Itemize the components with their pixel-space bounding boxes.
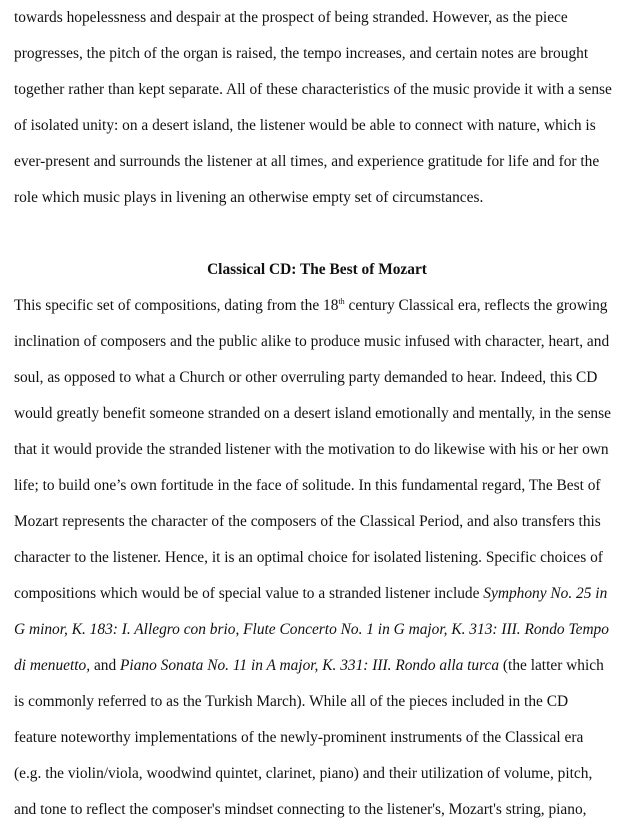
paragraph-line: towards hopelessness and despair at the prospect of being stranded. However, as the piece — [14, 9, 568, 26]
paragraph-line: that it would provide the stranded listener with the motivation to do likewise with his or her own — [14, 441, 609, 458]
work-title: di menuetto, — [14, 657, 91, 674]
line-text: compositions which would be of special value to a stranded listener include — [14, 585, 484, 602]
paragraph-line: soul, as opposed to what a Church or other overruling party demanded to hear. Indeed, this CD — [14, 369, 598, 386]
line-text: (the latter which — [499, 657, 604, 674]
paragraph-line: role which music plays in livening an otherwise empty set of circumstances. — [14, 189, 484, 206]
work-title: Symphony No. 25 in — [483, 585, 608, 602]
paragraph-line: progresses, the pitch of the organ is raised, the tempo increases, and certain notes are brought — [14, 45, 589, 62]
work-title: Piano Sonata No. 11 in A major, K. 331: III. Rondo alla turca — [120, 657, 500, 674]
paragraph-line: together rather than kept separate. All of these characteristics of the music provide it with a sense — [14, 81, 612, 98]
paragraph-line — [14, 620, 609, 640]
line-text: and — [90, 657, 121, 674]
section-heading: Classical CD: The Best of Mozart — [207, 261, 427, 278]
paragraph-line: Mozart represents the character of the composers of the Classical Period, and also transfers this — [14, 513, 601, 530]
paragraph-line: is commonly referred to as the Turkish March). While all of the pieces included in the CD — [14, 693, 569, 710]
ordinal-superscript: th — [338, 297, 345, 306]
line-text: This specific set of compositions, dating from the 18 — [14, 297, 339, 314]
paragraph-line: ever-present and surrounds the listener at all times, and experience gratitude for life and for the — [14, 153, 600, 170]
line-text: century Classical era, reflects the growing — [344, 297, 608, 314]
work-title: G minor, K. 183: I. Allegro con brio — [14, 621, 236, 638]
paragraph-line — [14, 296, 608, 316]
paragraph-line: would greatly benefit someone stranded on a desert island emotionally and mentally, in the sense — [14, 405, 611, 422]
paragraph-line: inclination of composers and the public alike to produce music infused with character, heart, and — [14, 333, 610, 350]
paragraph-line: life; to build one’s own fortitude in the face of solitude. In this fundamental regard, The Best of — [14, 477, 601, 494]
line-text: , — [235, 621, 244, 638]
paragraph-line: character to the listener. Hence, it is an optimal choice for isolated listening. Specific choices of — [14, 549, 603, 566]
paragraph-line: (e.g. the violin/viola, woodwind quintet, clarinet, piano) and their utilization of volume, pitch, — [14, 765, 593, 782]
paragraph-line: of isolated unity: on a desert island, the listener would be able to connect with nature, which is — [14, 117, 596, 134]
paragraph-line — [14, 656, 604, 676]
paragraph-line — [14, 584, 607, 604]
work-title: Flute Concerto No. 1 in G major, K. 313: III. Rondo Tempo — [243, 621, 609, 638]
paragraph-line: feature noteworthy implementations of the newly-prominent instruments of the Classical era — [14, 729, 584, 746]
paragraph-line: and tone to reflect the composer's mindset connecting to the listener's, Mozart's string, piano, — [14, 801, 587, 818]
